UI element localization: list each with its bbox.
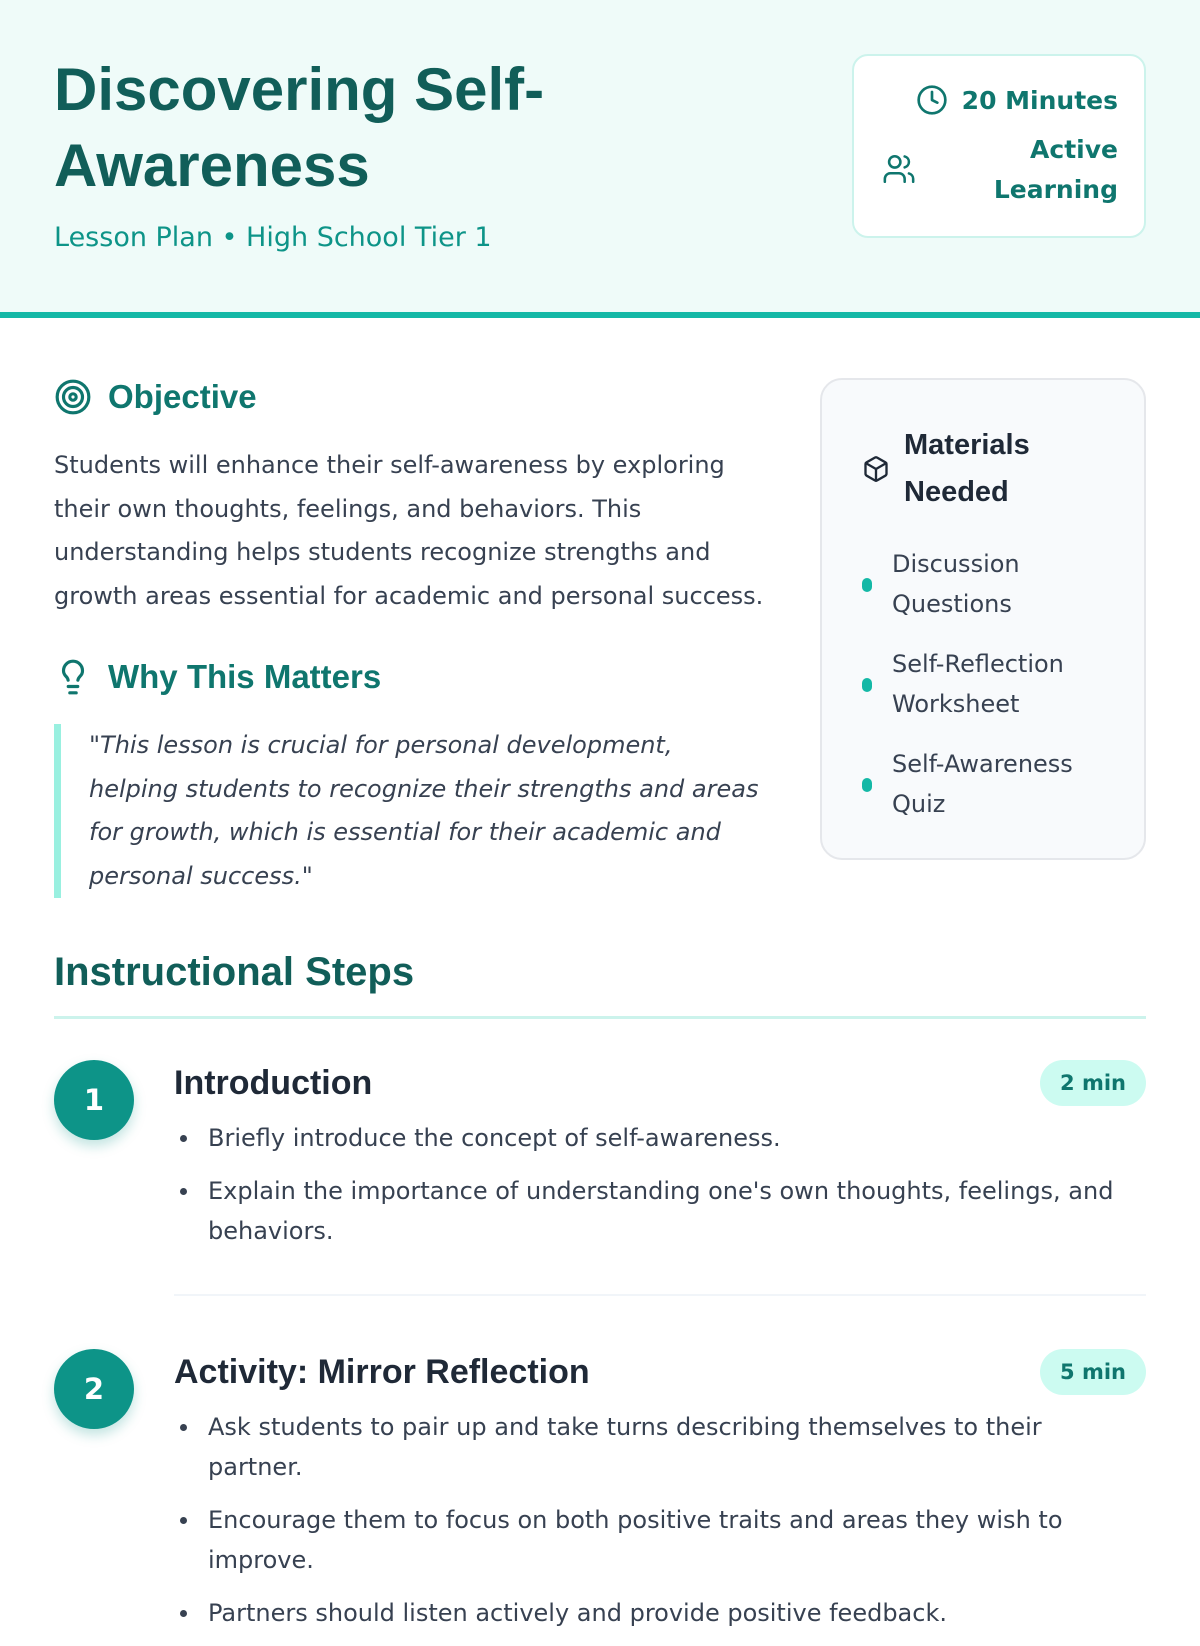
- clock-icon: [916, 84, 948, 116]
- lesson-header: [0, 0, 1200, 318]
- step-title: Activity: Mirror Reflection: [174, 1353, 590, 1391]
- step-bullet: Encourage them to focus on both positive traits and areas they wish to improve.: [174, 1500, 1134, 1580]
- materials-item: [862, 644, 1132, 724]
- lesson-meta-card: [852, 54, 1146, 238]
- bullet-dot: [862, 778, 872, 792]
- step-title: Introduction: [174, 1064, 373, 1102]
- materials-heading-label: Materials Needed: [904, 429, 1030, 508]
- materials-heading: [862, 422, 1084, 516]
- package-icon: [862, 455, 890, 483]
- materials-item-label: Self-Reflection Worksheet: [892, 650, 1064, 718]
- materials-item-label: Discussion Questions: [892, 550, 1020, 618]
- step-divider: [174, 1294, 1146, 1296]
- target-icon: [54, 378, 92, 416]
- bullet-dot: [862, 578, 872, 592]
- step-bullet: Explain the importance of understanding one's own thoughts, feelings, and behaviors.: [174, 1171, 1134, 1251]
- step-bullet: Briefly introduce the concept of self-awareness.: [174, 1118, 1134, 1158]
- why-heading-label: Why This Matters: [108, 658, 382, 695]
- lesson-title: Discovering Self-Awareness: [54, 56, 545, 199]
- step-duration-badge: 2 min: [1040, 1060, 1146, 1106]
- materials-item-label: Self-Awareness Quiz: [892, 750, 1073, 818]
- lesson-subtitle: Lesson Plan • High School Tier 1: [54, 222, 492, 253]
- bullet-dot: [862, 678, 872, 692]
- objective-heading: [54, 378, 257, 416]
- duration-row: [916, 84, 1118, 116]
- step-bullet: Partners should listen actively and provide positive feedback.: [174, 1593, 1134, 1633]
- objective-text: Students will enhance their self-awareness by exploring their own thoughts, feelings, and behaviors. This understanding helps students recognize strengths and growth areas essential for academic and personal success.: [54, 451, 764, 610]
- materials-item: [862, 544, 1132, 624]
- steps-heading: Instructional Steps: [54, 950, 415, 994]
- step-number-badge: 1: [54, 1060, 134, 1140]
- lightbulb-icon: [54, 658, 92, 696]
- materials-list: [862, 544, 1132, 844]
- step-bullet-list: [174, 1407, 1134, 1646]
- duration-label: 20 Minutes: [961, 85, 1118, 115]
- step-duration-badge: 5 min: [1040, 1349, 1146, 1395]
- step-bullet: Ask students to pair up and take turns describing themselves to their partner.: [174, 1407, 1134, 1487]
- mode-label: Active Learning: [993, 135, 1118, 204]
- materials-item: [862, 744, 1132, 824]
- why-heading: [54, 658, 381, 696]
- step-bullet-list: [174, 1118, 1134, 1264]
- steps-divider: [54, 1016, 1146, 1019]
- materials-card: [820, 378, 1146, 860]
- users-icon: [882, 152, 916, 186]
- step-number-badge: 2: [54, 1349, 134, 1429]
- why-quote: "This lesson is crucial for personal development, helping students to recognize their strengths and areas for growth, which is essential for their academic and personal success.": [54, 724, 764, 898]
- objective-heading-label: Objective: [108, 378, 257, 415]
